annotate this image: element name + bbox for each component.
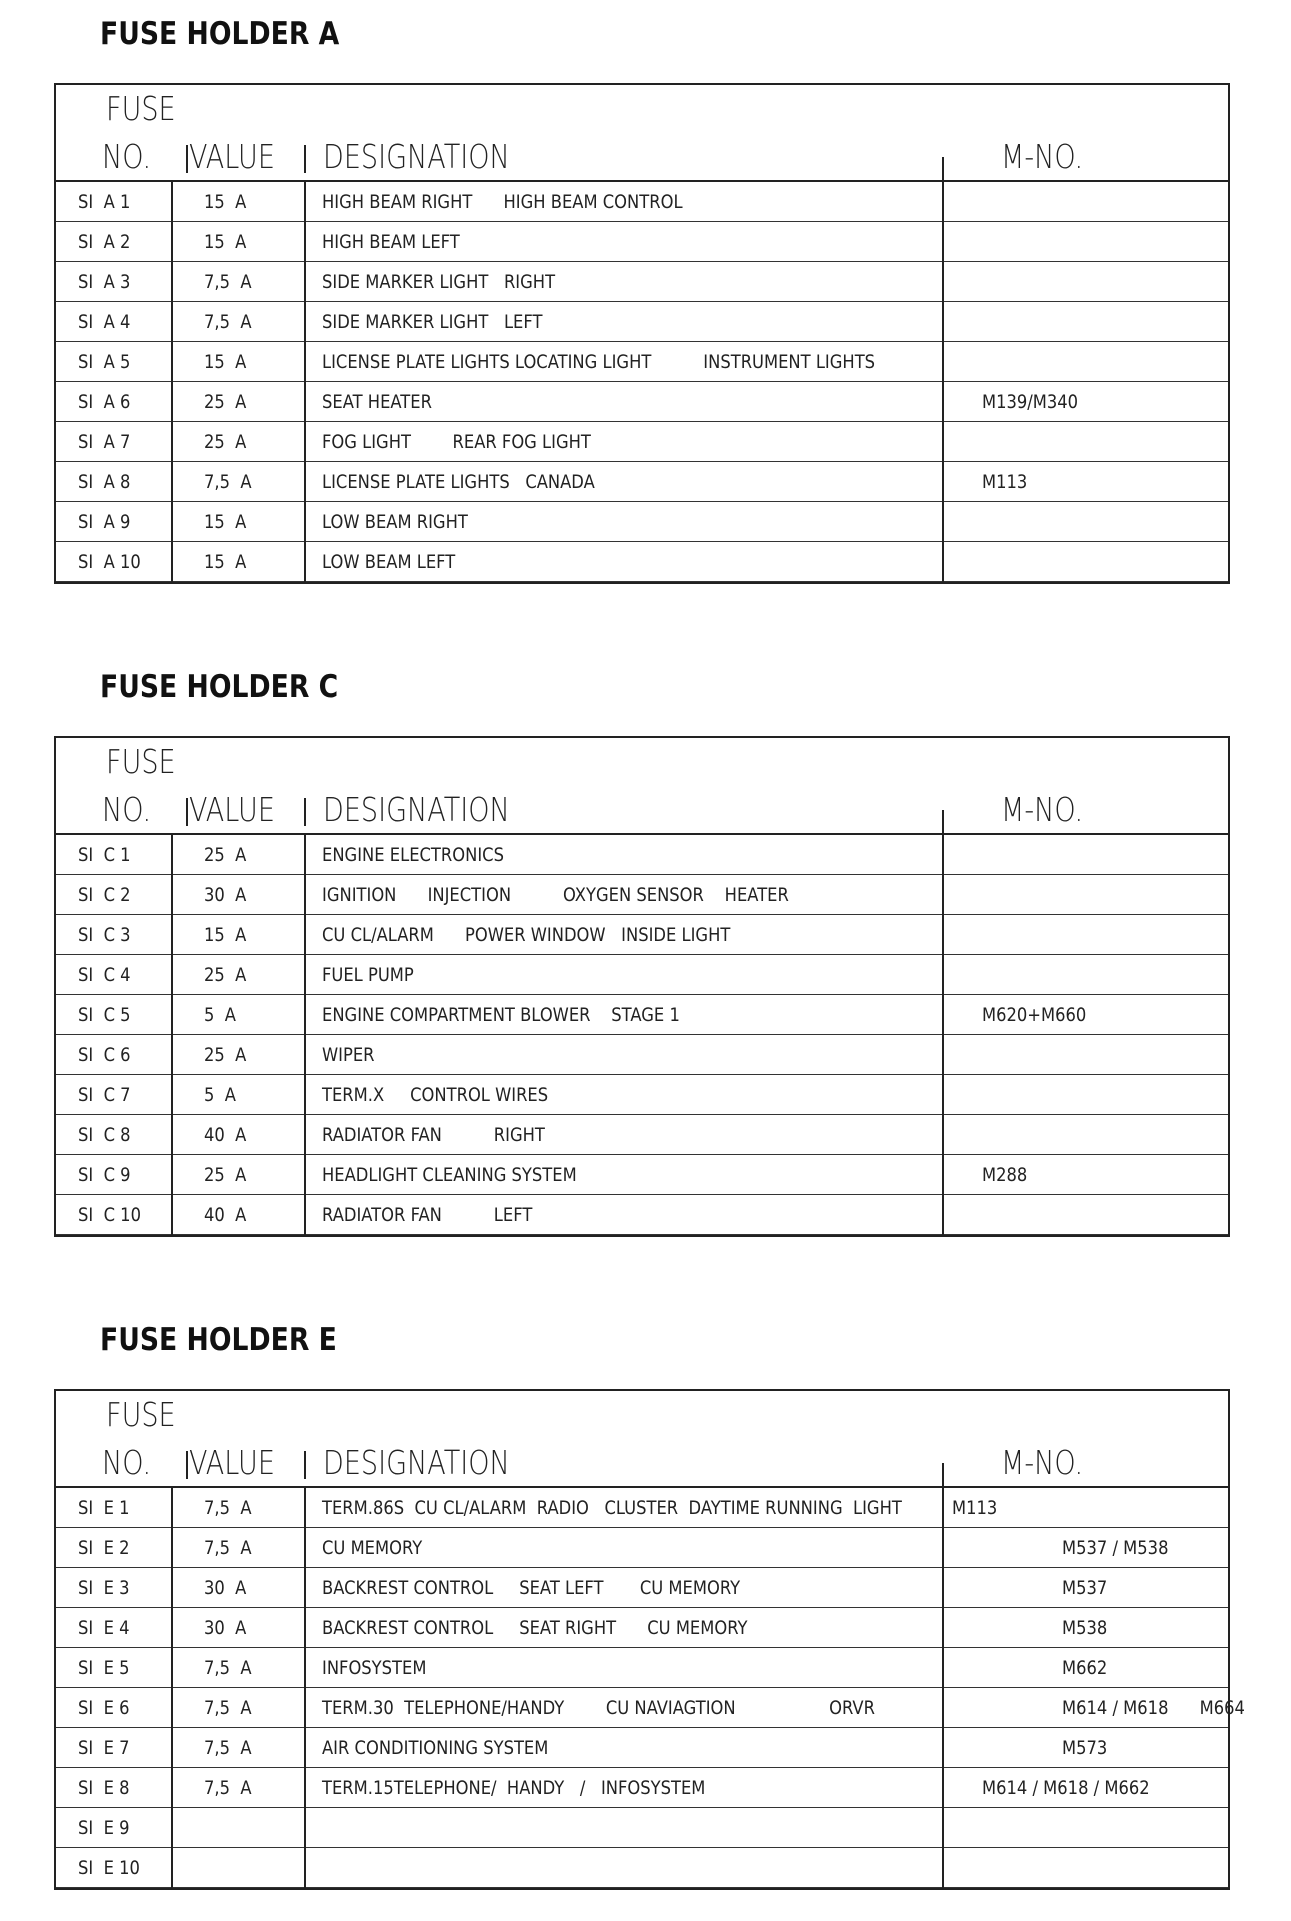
- header-no: NO.: [102, 1443, 152, 1482]
- fuse-value: 25 A: [204, 1163, 247, 1186]
- column-divider: [942, 835, 944, 1235]
- table-row: [56, 995, 1228, 1035]
- header-divider: [942, 1463, 944, 1486]
- table-row: [56, 182, 1228, 222]
- fuse-number: SI A 8: [78, 470, 131, 493]
- table-row: [56, 422, 1228, 462]
- table-row: [56, 1528, 1228, 1568]
- fuse-mno: M113: [982, 470, 1028, 493]
- table-row: [56, 1035, 1228, 1075]
- fuse-designation: ENGINE ELECTRONICS: [322, 843, 504, 866]
- header-divider: [304, 1451, 306, 1479]
- fuse-number: SI E 2: [78, 1536, 130, 1559]
- column-divider: [304, 182, 306, 582]
- fuse-number: SI E 10: [78, 1856, 140, 1879]
- fuse-number: SI A 1: [78, 190, 131, 213]
- fuse-designation: LOW BEAM RIGHT: [322, 510, 468, 533]
- fuse-value: 15 A: [204, 923, 247, 946]
- fuse-mno: M139/M340: [982, 390, 1079, 413]
- fuse-value: 15 A: [204, 550, 247, 573]
- fuse-number: SI E 1: [78, 1496, 130, 1519]
- table-row: [56, 835, 1228, 875]
- fuse-designation: INFOSYSTEM: [322, 1656, 427, 1679]
- column-divider: [304, 1488, 306, 1888]
- table-header: [56, 1391, 1228, 1488]
- fuse-mno: M573: [1062, 1736, 1108, 1759]
- fuse-value: 40 A: [204, 1123, 247, 1146]
- table-row: [56, 222, 1228, 262]
- fuse-value: 25 A: [204, 430, 247, 453]
- column-divider: [171, 1488, 173, 1888]
- fuse-number: SI A 5: [78, 350, 131, 373]
- fuse-number: SI C 2: [78, 883, 131, 906]
- fuse-number: SI A 9: [78, 510, 131, 533]
- fuse-designation: SEAT HEATER: [322, 390, 432, 413]
- fuse-mno: M288: [982, 1163, 1028, 1186]
- fuse-designation: FOG LIGHT REAR FOG LIGHT: [322, 430, 591, 453]
- fuse-number: SI C 8: [78, 1123, 131, 1146]
- table-row: [56, 1808, 1228, 1848]
- fuse-value: 30 A: [204, 883, 247, 906]
- header-divider: [186, 798, 188, 826]
- header-mno: M-NO.: [1001, 137, 1084, 176]
- holder-title: FUSE HOLDER E: [100, 1322, 337, 1358]
- fuse-designation: HIGH BEAM LEFT: [322, 230, 460, 253]
- fuse-designation: CU CL/ALARM POWER WINDOW INSIDE LIGHT: [322, 923, 731, 946]
- fuse-value: 7,5 A: [204, 270, 252, 293]
- fuse-number: SI A 2: [78, 230, 131, 253]
- fuse-value: 40 A: [204, 1203, 247, 1226]
- fuse-number: SI A 4: [78, 310, 131, 333]
- table-row: [56, 382, 1228, 422]
- fuse-table: [54, 83, 1230, 584]
- fuse-value: 7,5 A: [204, 1656, 252, 1679]
- table-row: [56, 1608, 1228, 1648]
- fuse-designation: BACKREST CONTROL SEAT RIGHT CU MEMORY: [322, 1616, 748, 1639]
- fuse-value: 7,5 A: [204, 1776, 252, 1799]
- fuse-number: SI A 10: [78, 550, 141, 573]
- fuse-designation: SIDE MARKER LIGHT RIGHT: [322, 270, 556, 293]
- fuse-designation: WIPER: [322, 1043, 375, 1066]
- table-row: [56, 502, 1228, 542]
- fuse-value: 7,5 A: [204, 1736, 252, 1759]
- column-divider: [942, 182, 944, 582]
- fuse-designation: LOW BEAM LEFT: [322, 550, 456, 573]
- table-row: [56, 1688, 1245, 1728]
- fuse-number: SI C 1: [78, 843, 131, 866]
- holder-title: FUSE HOLDER A: [100, 16, 340, 52]
- table-body: [56, 835, 1228, 1235]
- fuse-designation: LICENSE PLATE LIGHTS CANADA: [322, 470, 595, 493]
- fuse-value: 7,5 A: [204, 1496, 252, 1519]
- fuse-value: 15 A: [204, 510, 247, 533]
- fuse-designation: RADIATOR FAN LEFT: [322, 1203, 533, 1226]
- fuse-value: 7,5 A: [204, 470, 252, 493]
- header-no: NO.: [102, 790, 152, 829]
- table-row: [56, 1728, 1228, 1768]
- fuse-value: 7,5 A: [204, 1536, 252, 1559]
- table-row: [56, 1848, 1228, 1888]
- fuse-designation: IGNITION INJECTION OXYGEN SENSOR HEATER: [322, 883, 789, 906]
- fuse-designation: HIGH BEAM RIGHT HIGH BEAM CONTROL: [322, 190, 683, 213]
- fuse-designation: BACKREST CONTROL SEAT LEFT CU MEMORY: [322, 1576, 741, 1599]
- table-body: [56, 182, 1228, 582]
- header-fuse: FUSE: [106, 89, 176, 128]
- fuse-number: SI C 7: [78, 1083, 131, 1106]
- header-divider: [942, 157, 944, 180]
- table-header: [56, 738, 1228, 835]
- fuse-designation: SIDE MARKER LIGHT LEFT: [322, 310, 543, 333]
- fuse-value: 30 A: [204, 1616, 247, 1639]
- fuse-value: 15 A: [204, 350, 247, 373]
- table-row: [56, 1768, 1228, 1808]
- fuse-number: SI C 6: [78, 1043, 131, 1066]
- fuse-number: SI E 3: [78, 1576, 130, 1599]
- header-designation: DESIGNATION: [323, 1443, 510, 1482]
- fuse-value: 7,5 A: [204, 310, 252, 333]
- fuse-designation: TERM.X CONTROL WIRES: [322, 1083, 549, 1106]
- fuse-number: SI E 4: [78, 1616, 130, 1639]
- table-body: [56, 1488, 1245, 1888]
- fuse-designation: RADIATOR FAN RIGHT: [322, 1123, 545, 1146]
- header-mno: M-NO.: [1001, 790, 1084, 829]
- fuse-value: 30 A: [204, 1576, 247, 1599]
- header-value: VALUE: [189, 790, 275, 829]
- header-designation: DESIGNATION: [323, 790, 510, 829]
- fuse-number: SI E 8: [78, 1776, 130, 1799]
- fuse-mno: M620+M660: [982, 1003, 1087, 1026]
- fuse-number: SI C 3: [78, 923, 131, 946]
- fuse-mno: M537: [1062, 1576, 1108, 1599]
- header-divider: [186, 1451, 188, 1479]
- table-row: [56, 542, 1228, 582]
- header-designation: DESIGNATION: [323, 137, 510, 176]
- fuse-mno: M614 / M618 / M662: [982, 1776, 1150, 1799]
- column-divider: [171, 835, 173, 1235]
- fuse-number: SI E 9: [78, 1816, 130, 1839]
- fuse-mno: M113: [952, 1496, 998, 1519]
- fuse-number: SI E 6: [78, 1696, 130, 1719]
- header-divider: [304, 798, 306, 826]
- header-no: NO.: [102, 137, 152, 176]
- fuse-number: SI C 5: [78, 1003, 131, 1026]
- fuse-number: SI E 7: [78, 1736, 130, 1759]
- column-divider: [171, 182, 173, 582]
- table-row: [56, 302, 1228, 342]
- fuse-value: 5 A: [204, 1083, 236, 1106]
- fuse-mno: M662: [1062, 1656, 1108, 1679]
- fuse-number: SI A 6: [78, 390, 131, 413]
- table-row: [56, 1155, 1228, 1195]
- header-divider: [942, 810, 944, 833]
- table-row: [56, 262, 1228, 302]
- fuse-number: SI A 3: [78, 270, 131, 293]
- fuse-value: 25 A: [204, 1043, 247, 1066]
- fuse-designation: HEADLIGHT CLEANING SYSTEM: [322, 1163, 577, 1186]
- header-divider: [186, 145, 188, 173]
- fuse-number: SI E 5: [78, 1656, 130, 1679]
- table-row: [56, 955, 1228, 995]
- fuse-table: [54, 1389, 1245, 1890]
- table-row: [56, 1488, 1228, 1528]
- table-row: [56, 1115, 1228, 1155]
- fuse-table: [54, 736, 1230, 1237]
- table-row: [56, 1648, 1228, 1688]
- table-row: [56, 342, 1228, 382]
- table-row: [56, 1195, 1228, 1235]
- fuse-designation: TERM.30 TELEPHONE/HANDY CU NAVIAGTION ORVR: [322, 1696, 875, 1719]
- header-mno: M-NO.: [1001, 1443, 1084, 1482]
- table-row: [56, 875, 1228, 915]
- column-divider: [942, 1488, 944, 1888]
- holder-title: FUSE HOLDER C: [100, 669, 339, 705]
- fuse-value: 7,5 A: [204, 1696, 252, 1719]
- table-row: [56, 1075, 1228, 1115]
- fuse-mno: M614 / M618 M664: [1062, 1696, 1245, 1719]
- header-fuse: FUSE: [106, 742, 176, 781]
- fuse-value: 25 A: [204, 843, 247, 866]
- header-value: VALUE: [189, 137, 275, 176]
- fuse-designation: TERM.15TELEPHONE/ HANDY / INFOSYSTEM: [322, 1776, 706, 1799]
- table-row: [56, 1568, 1228, 1608]
- header-fuse: FUSE: [106, 1395, 176, 1434]
- header-value: VALUE: [189, 1443, 275, 1482]
- fuse-value: 15 A: [204, 190, 247, 213]
- fuse-number: SI C 10: [78, 1203, 141, 1226]
- fuse-value: 25 A: [204, 390, 247, 413]
- fuse-value: 5 A: [204, 1003, 236, 1026]
- fuse-mno: M538: [1062, 1616, 1108, 1639]
- fuse-number: SI C 4: [78, 963, 131, 986]
- fuse-designation: FUEL PUMP: [322, 963, 414, 986]
- fuse-value: 15 A: [204, 230, 247, 253]
- fuse-designation: ENGINE COMPARTMENT BLOWER STAGE 1: [322, 1003, 680, 1026]
- fuse-designation: TERM.86S CU CL/ALARM RADIO CLUSTER DAYTIME RUNNING LIGHT: [322, 1496, 902, 1519]
- fuse-designation: AIR CONDITIONING SYSTEM: [322, 1736, 549, 1759]
- table-header: [56, 85, 1228, 182]
- fuse-value: 25 A: [204, 963, 247, 986]
- table-row: [56, 462, 1228, 502]
- fuse-number: SI C 9: [78, 1163, 131, 1186]
- table-row: [56, 915, 1228, 955]
- column-divider: [304, 835, 306, 1235]
- header-divider: [304, 145, 306, 173]
- fuse-mno: M537 / M538: [1062, 1536, 1169, 1559]
- fuse-number: SI A 7: [78, 430, 131, 453]
- fuse-designation: LICENSE PLATE LIGHTS LOCATING LIGHT INSTRUMENT LIGHTS: [322, 350, 876, 373]
- fuse-designation: CU MEMORY: [322, 1536, 423, 1559]
